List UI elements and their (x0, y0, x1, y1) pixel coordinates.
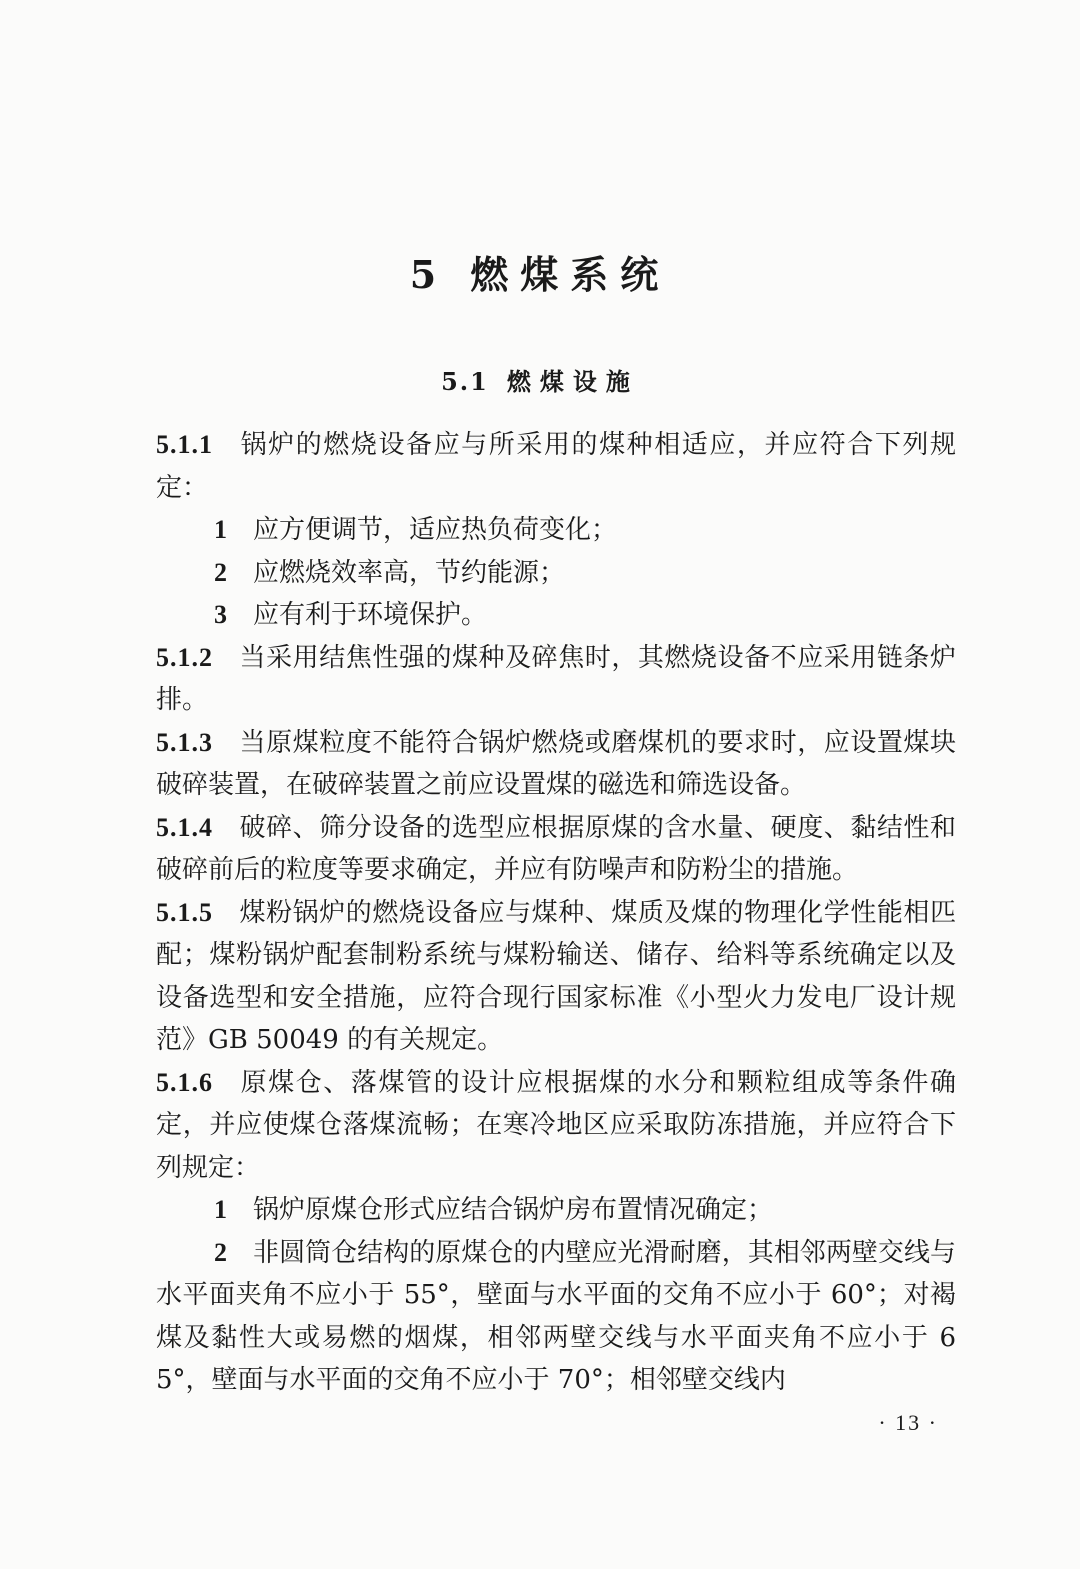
clause-item (156, 594, 956, 637)
page-number: · 13 · (878, 1410, 938, 1435)
item-text: 应燃烧效率高，节约能源； (253, 557, 566, 588)
clause-item (156, 1232, 956, 1402)
clause-number: 5.1.4 (156, 812, 213, 842)
clause-item (156, 509, 956, 552)
chapter-number: 5 (409, 252, 449, 297)
clause-number: 5.1.3 (156, 727, 213, 757)
item-text: 应有利于环境保护。 (253, 600, 488, 630)
clause-number: 5.1.6 (156, 1067, 213, 1097)
clause-5-1-5 (156, 892, 956, 1062)
item-text: 非圆筒仓结构的原煤仓的内壁应光滑耐磨，其相邻两壁交线与水平面夹角不应小于 55°，壁面与水平面的交角不应小于 60°；对褐煤及黏性大或易燃的烟煤，相邻两壁交线与水平面夹角不应小于 65°，壁面与水平面的交角不应小于 70°；相邻壁交线内 (156, 1237, 956, 1395)
chapter-title-text: 燃煤系统 (470, 252, 671, 297)
clause-5-1-1 (156, 424, 956, 509)
item-text: 锅炉原煤仓形式应结合锅炉房布置情况确定； (253, 1195, 774, 1225)
clause-number: 5.1.2 (156, 642, 213, 672)
item-text: 应方便调节，适应热负荷变化； (253, 515, 618, 545)
item-number: 1 (214, 1195, 227, 1224)
clause-text: 当原煤粒度不能符合锅炉燃烧或磨煤机的要求时，应设置煤块破碎装置，在破碎装置之前应设置煤的磁选和筛选设备。 (156, 727, 956, 800)
item-number: 1 (214, 515, 227, 544)
clause-item (156, 1189, 956, 1232)
chapter-title (0, 245, 1080, 305)
clause-5-1-4 (156, 807, 956, 892)
clause-text: 破碎、筛分设备的选型应根据原煤的含水量、硬度、黏结性和破碎前后的粒度等要求确定，并应有防噪声和防粉尘的措施。 (156, 812, 956, 885)
clause-text: 锅炉的燃烧设备应与所采用的煤种相适应，并应符合下列规定： (156, 430, 956, 503)
clause-number: 5.1.1 (156, 430, 213, 459)
clause-text: 煤粉锅炉的燃烧设备应与煤种、煤质及煤的物理化学性能相匹配；煤粉锅炉配套制粉系统与煤粉输送、储存、给料等系统确定以及设备选型和安全措施，应符合现行国家标准《小型火力发电厂设计规范》GB 50049 的有关规定。 (156, 897, 956, 1055)
clause-number: 5.1.5 (156, 897, 213, 927)
section-title (0, 362, 1080, 402)
section-number: 5.1 (441, 367, 489, 396)
item-number: 2 (214, 557, 227, 587)
clause-5-1-6 (156, 1062, 956, 1190)
clause-item (156, 552, 956, 595)
clause-text: 当采用结焦性强的煤种及碎焦时，其燃烧设备不应采用链条炉排。 (156, 642, 956, 715)
clause-5-1-3 (156, 722, 956, 807)
item-number: 3 (214, 600, 227, 629)
section-title-text: 燃煤设施 (506, 367, 639, 396)
clause-5-1-2 (156, 637, 956, 722)
clause-text: 原煤仓、落煤管的设计应根据煤的水分和颗粒组成等条件确定，并应使煤仓落煤流畅；在寒冷地区应采取防冻措施，并应符合下列规定： (156, 1067, 956, 1183)
section-body (156, 424, 956, 1402)
item-number: 2 (214, 1237, 227, 1267)
